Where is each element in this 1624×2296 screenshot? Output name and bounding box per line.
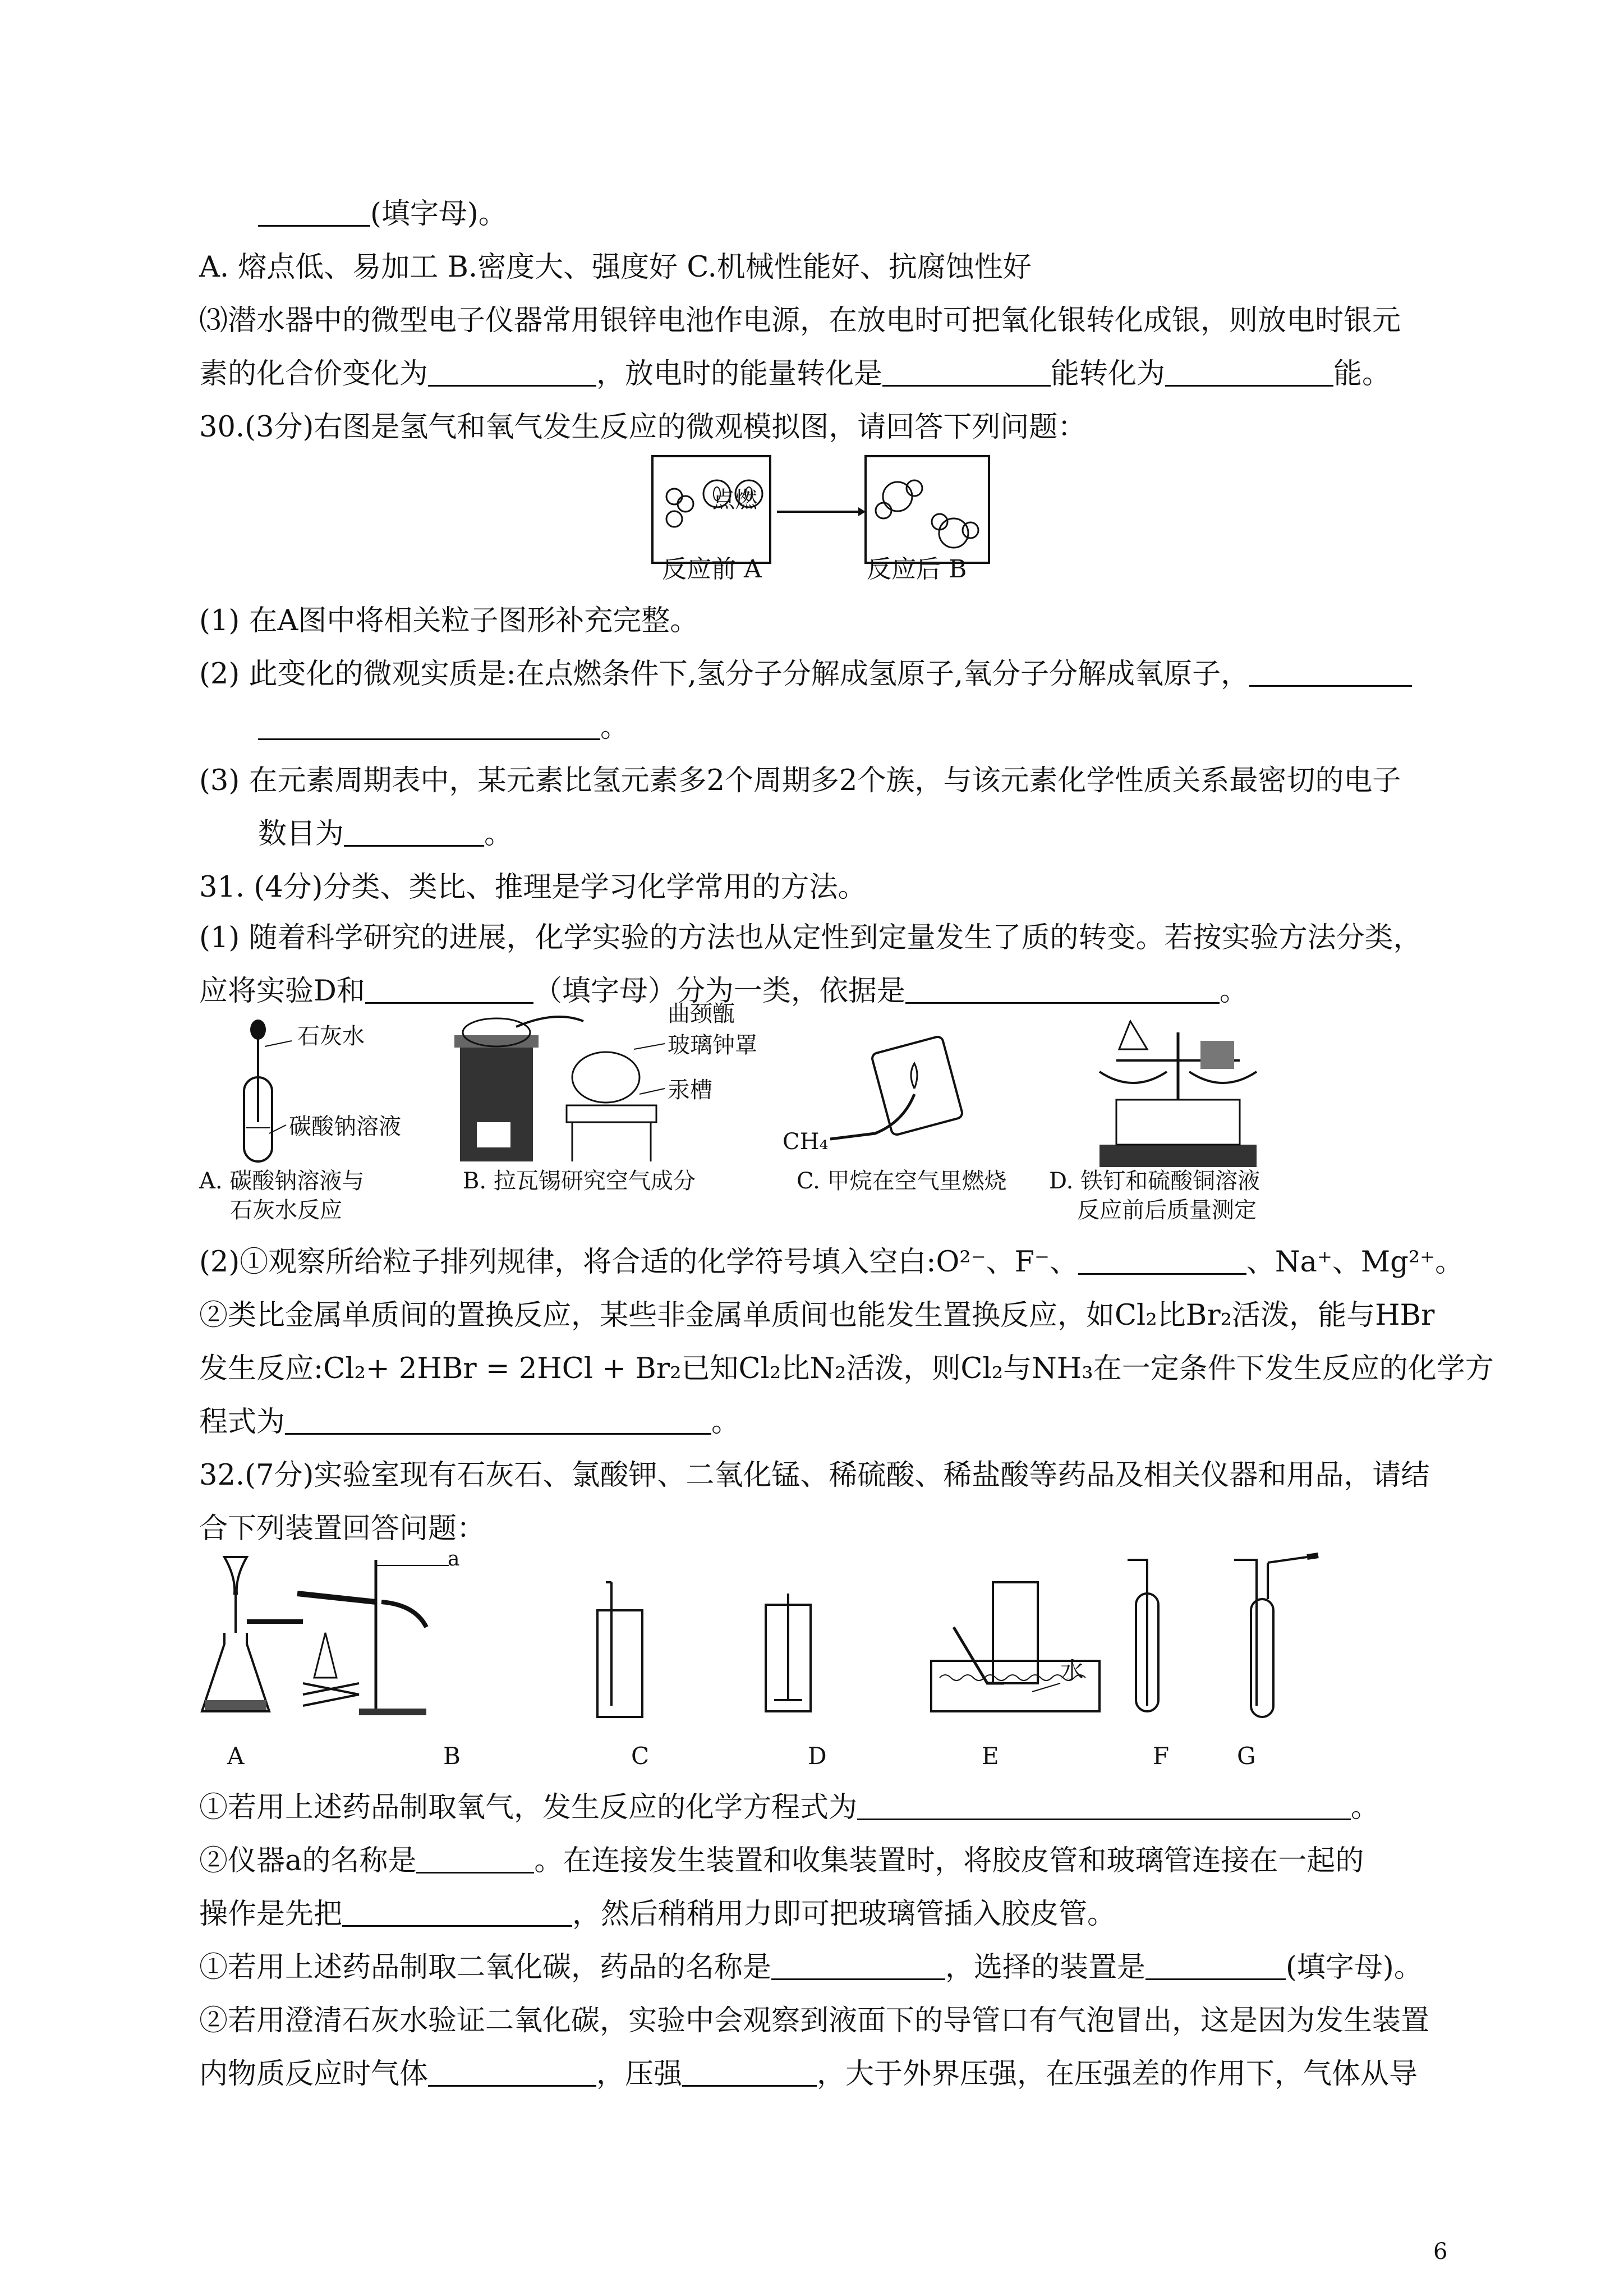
q31-2b: ②类比金属单质间的置换反应，某些非金属单质间也能发生置换反应，如Cl₂比Br₂活泼，能与HBr <box>199 1299 1435 1332</box>
water-label: 水 <box>1060 1657 1084 1684</box>
label-sodium-carbonate: 碳酸钠溶液 <box>289 1114 401 1140</box>
caption-d2: 反应前后质量测定 <box>1077 1197 1257 1223</box>
q30-2b: 。 <box>258 710 629 746</box>
q31-2c: 发生反应:Cl₂+ 2HBr = 2HCl + Br₂已知Cl₂比N₂活泼，则Cl₂与NH₃在一定条件下发生反应的化学方 <box>199 1352 1494 1385</box>
q32-title: 32.(7分)实验室现有石灰石、氯酸钾、二氧化锰、稀硫酸、稀盐酸等药品及相关仪器和用品，请结 <box>199 1459 1430 1492</box>
q32-title-b: 合下列装置回答问题： <box>199 1512 486 1545</box>
answer-line-1: (填字母)。 <box>258 196 507 232</box>
arrow-label: 点燃 <box>712 487 757 513</box>
label-ch4: CH₄ <box>783 1129 829 1155</box>
q31-2a: (2)①观察所给粒子排列规律，将合适的化学符号填入空白:O²⁻、F⁻、 、Na⁺、Mg²⁺。 <box>199 1246 1464 1279</box>
q30-3: (3) 在元素周期表中，某元素比氢元素多2个周期多2个族，与该元素化学性质关系最密切的电子 <box>199 764 1401 797</box>
q30-3b: 数目为 。 <box>258 818 513 851</box>
apparatus-label-e: E <box>982 1742 999 1770</box>
q29-3-line: ⑶潜水器中的微型电子仪器常用银锌电池作电源，在放电时可把氧化银转化成银，则放电时银元 <box>199 304 1401 337</box>
q32-5: ②若用澄清石灰水验证二氧化碳，实验中会观察到液面下的导管口有气泡冒出，这是因为发生装置 <box>199 2004 1430 2037</box>
apparatus-label-a: A <box>227 1742 245 1770</box>
apparatus-label-g: G <box>1237 1742 1256 1770</box>
caption-b: B. 拉瓦锡研究空气成分 <box>463 1168 696 1194</box>
q32-2: ②仪器a的名称是 。在连接发生装置和收集装置时，将胶皮管和玻璃管连接在一起的 <box>199 1844 1364 1877</box>
label-mercury-trough: 汞槽 <box>668 1077 712 1103</box>
label-limewater: 石灰水 <box>297 1023 365 1049</box>
apparatus-label-c: C <box>631 1742 650 1770</box>
q30-2: (2) 此变化的微观实质是:在点燃条件下,氢分子分解成氢原子,氧分子分解成氧原子， <box>199 656 1412 692</box>
q32-4: ①若用上述药品制取二氧化碳，药品的名称是 ，选择的装置是 (填字母)。 <box>199 1951 1423 1984</box>
reaction-diagram <box>651 454 993 567</box>
label-bell-jar: 玻璃钟罩 <box>668 1032 757 1058</box>
apparatus-label-d: D <box>808 1742 827 1770</box>
q31-2d: 程式为 。 <box>199 1406 740 1439</box>
caption-c: C. 甲烷在空气里燃烧 <box>797 1168 1007 1194</box>
options-line: A. 熔点低、易加工 B.密度大、强度好 C.机械性能好、抗腐蚀性好 <box>199 251 1032 284</box>
apparatus-label-b: B <box>443 1742 461 1770</box>
q30-title: 30.(3分)右图是氢气和氧气发生反应的微观模拟图，请回答下列问题： <box>199 411 1087 444</box>
caption-a2: 石灰水反应 <box>230 1197 342 1223</box>
caption-d1: D. 铁钉和硫酸铜溶液 <box>1049 1168 1260 1194</box>
q32-3: 操作是先把 ，然后稍稍用力即可把玻璃管插入胶皮管。 <box>199 1898 1116 1931</box>
lab-apparatus-figure <box>191 1549 1369 1728</box>
q29-3-line2: 素的化合价变化为 ，放电时的能量转化是 能转化为 能。 <box>199 357 1391 391</box>
q32-6: 内物质反应时气体 ，压强 ，大于外界压强，在压强差的作用下，气体从导 <box>199 2058 1418 2091</box>
q30-1: (1) 在A图中将相关粒子图形补充完整。 <box>199 604 699 637</box>
q31-1b: 应将实验D和 （填字母）分为一类，依据是 。 <box>199 975 1248 1008</box>
q31-1: (1) 随着科学研究的进展，化学实验的方法也从定性到定量发生了质的转变。若按实验方法分类， <box>199 921 1422 954</box>
apparatus-label-f: F <box>1153 1742 1170 1770</box>
q32-1: ①若用上述药品制取氧气，发生反应的化学方程式为 。 <box>199 1791 1380 1824</box>
label-retort: 曲颈甑 <box>668 1001 735 1027</box>
q31-title: 31. (4分)分类、类比、推理是学习化学常用的方法。 <box>199 871 867 904</box>
page-number: 6 <box>1433 2239 1448 2265</box>
caption-a1: A. 碳酸钠溶液与 <box>199 1168 365 1194</box>
instrument-a-mark: a <box>448 1547 460 1571</box>
after-label: 反应后 B <box>867 555 967 584</box>
before-label: 反应前 A <box>662 555 762 584</box>
